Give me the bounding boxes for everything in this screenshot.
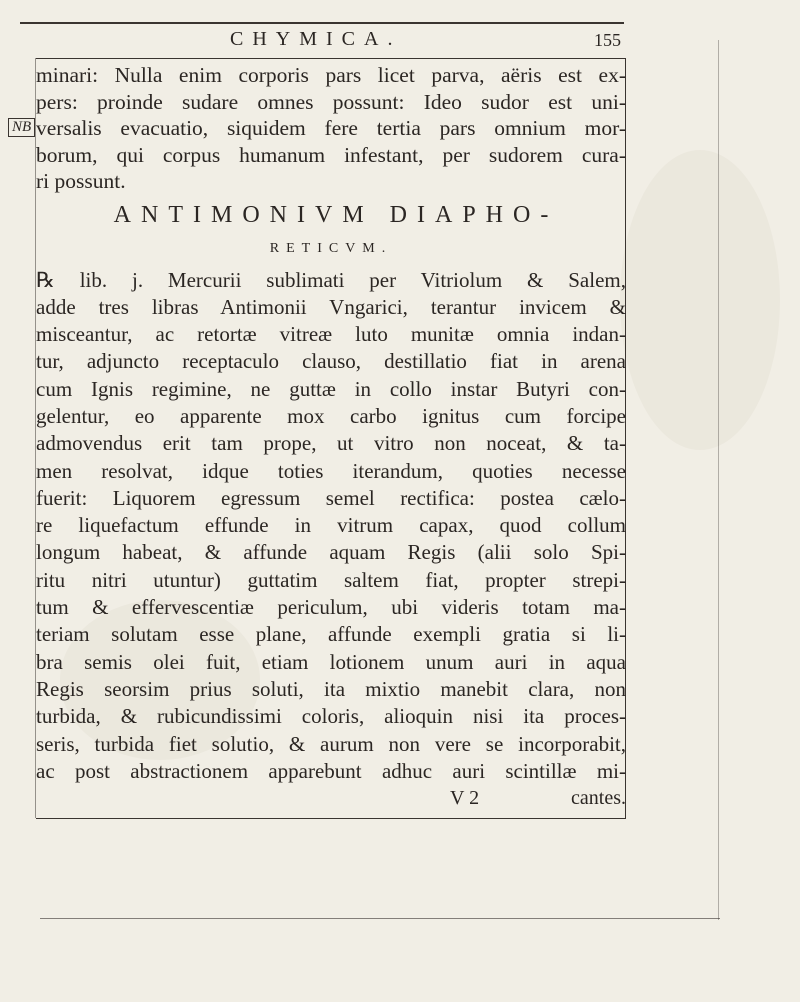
- text-line: ritu nitri utuntur) guttatim saltem fiat, propter strepi-: [36, 567, 626, 592]
- catchwords: [420, 787, 626, 811]
- recipe-paragraph: [36, 267, 626, 786]
- text-line: ri possunt.: [36, 169, 126, 193]
- bottom-rule: [36, 818, 626, 819]
- text-line: seris, turbida fiet solutio, & aurum non vere se incorporabit,: [36, 731, 626, 756]
- running-title: CHYMICA.: [230, 28, 402, 50]
- text-line: pers: proinde sudare omnes possunt: Ideo sudor est uni-: [36, 89, 626, 114]
- text-line: misceantur, ac retortæ vitreæ luto munitæ omnia indan-: [36, 322, 626, 347]
- text-line: minari: Nulla enim corporis pars licet parva, aëris est ex-: [36, 63, 626, 87]
- text-line: ℞ lib. j. Mercurii sublimati per Vitriolum & Salem,: [36, 267, 626, 292]
- section-heading-continuation: RETICVM.: [269, 240, 393, 256]
- text-block: [36, 62, 626, 785]
- text-line: tum & effervescentiæ periculum, ubi videris totam ma-: [36, 595, 626, 620]
- header-rule: [36, 58, 626, 59]
- text-line: versalis evacuatio, siquidem fere tertia pars omnium mor-: [36, 116, 626, 140]
- text-line: longum habeat, & affunde aquam Regis (alii solo Spi-: [36, 540, 626, 565]
- text-line: adde tres libras Antimonii Vngarici, terantur invicem &: [36, 294, 626, 319]
- paper-stain: [620, 150, 780, 450]
- text-line: ac post abstractionem apparebunt adhuc auri scintillæ mi-: [36, 758, 626, 783]
- text-line: men resolvat, idque toties iterandum, quoties necesse: [36, 458, 626, 483]
- text-line: Regis seorsim prius soluti, ita mixtio manebit clara, non: [36, 676, 626, 701]
- text-line: borum, qui corpus humanum infestant, per sudorem cura-: [36, 142, 626, 167]
- top-rule: [20, 22, 624, 24]
- text-line: re liquefactum effunde in vitrum capax, quod collum: [36, 513, 626, 538]
- text-line: bra semis olei fuit, etiam lotionem unum auri in aqua: [36, 649, 626, 674]
- section-heading: ANTIMONIVM DIAPHO-: [113, 201, 559, 228]
- catchword: cantes.: [571, 787, 626, 809]
- text-line: fuerit: Liquorem egressum semel rectifica: postea cælo-: [36, 485, 626, 510]
- text-line: turbida, & rubicundissimi coloris, alioquin nisi ita proces-: [36, 704, 626, 729]
- text-line: admovendus erit tam prope, ut vitro non noceat, & ta-: [36, 431, 626, 456]
- margin-note: NB: [8, 118, 35, 137]
- page-number: 155: [594, 30, 621, 50]
- text-line: cum Ignis regimine, ne guttæ in collo instar Butyri con-: [36, 376, 626, 401]
- text-line: tur, adjuncto receptaculo clauso, destillatio fiat in arena: [36, 349, 626, 374]
- page-header: [40, 26, 625, 56]
- page-edge-line: [40, 918, 720, 919]
- text-line: teriam solutam esse plane, affunde exempli gratia si li-: [36, 622, 626, 647]
- right-edge-line: [718, 40, 719, 920]
- text-line: gelentur, eo apparente mox carbo ignitus cum forcipe: [36, 403, 626, 428]
- signature-mark: V 2: [450, 787, 480, 809]
